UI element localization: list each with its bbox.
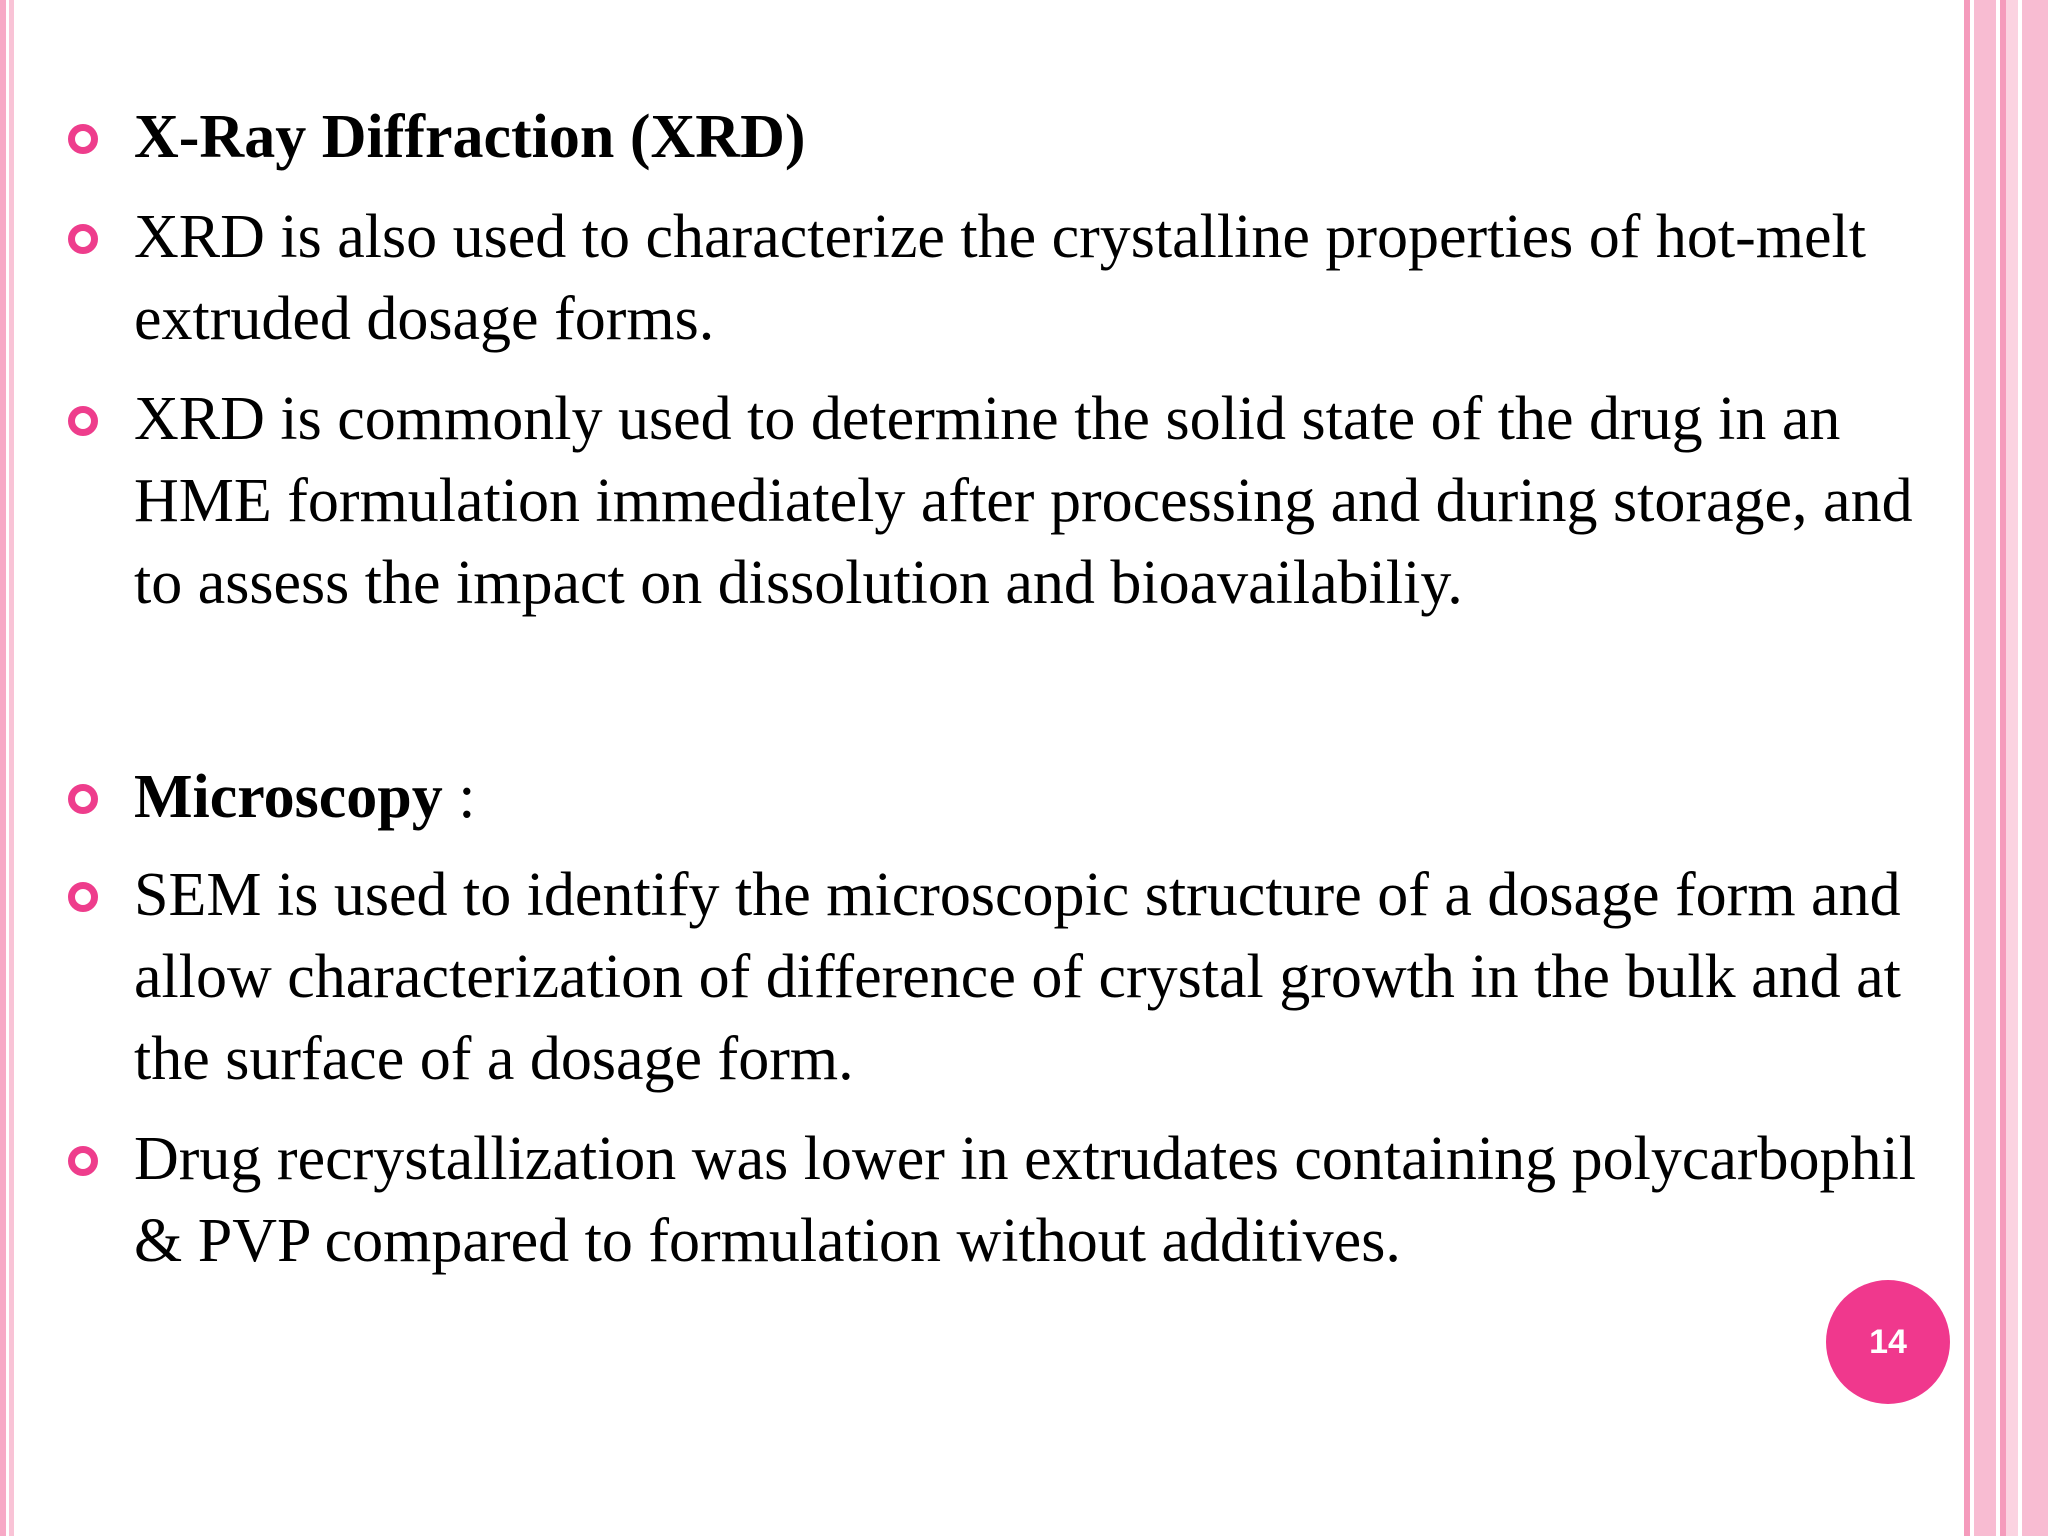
bullet-sem — [68, 854, 1938, 1100]
left-border-stripe — [0, 0, 22, 1536]
ring-bullet-icon — [68, 124, 98, 154]
bullet-xrd-solid-state — [68, 378, 1938, 624]
ring-bullet-icon — [68, 1146, 98, 1176]
ring-bullet-icon — [68, 224, 98, 254]
bullet-text: Drug recrystallization was lower in extrudates containing polycarbophil & PVP compared to formulation without additives. — [134, 1125, 1916, 1275]
slide-content — [68, 96, 1938, 1282]
bullet-text: XRD is commonly used to determine the solid state of the drug in an HME formulation immediately after processing and during storage, and to assess the impact on dissolution and bioavailabiliy. — [134, 385, 1913, 617]
bullet-microscopy-heading — [68, 756, 1938, 838]
bullet-xrd-heading — [68, 96, 1938, 178]
ring-bullet-icon — [68, 406, 98, 436]
ring-bullet-icon — [68, 784, 98, 814]
bullet-text: SEM is used to identify the microscopic structure of a dosage form and allow characterization of difference of crystal growth in the bulk and at the surface of a dosage form. — [134, 861, 1901, 1093]
ring-bullet-icon — [68, 882, 98, 912]
bullet-xrd-crystalline — [68, 196, 1938, 360]
heading-xrd: X-Ray Diffraction (XRD) — [134, 103, 806, 171]
bullet-text: : — [442, 763, 476, 831]
bullet-text: XRD is also used to characterize the crystalline properties of hot-melt extruded dosage forms. — [134, 203, 1866, 353]
bullet-recrystallization — [68, 1118, 1938, 1282]
right-border-stripes — [1964, 0, 2048, 1536]
page-number-badge: 14 — [1826, 1280, 1950, 1404]
heading-microscopy: Microscopy — [134, 763, 443, 831]
